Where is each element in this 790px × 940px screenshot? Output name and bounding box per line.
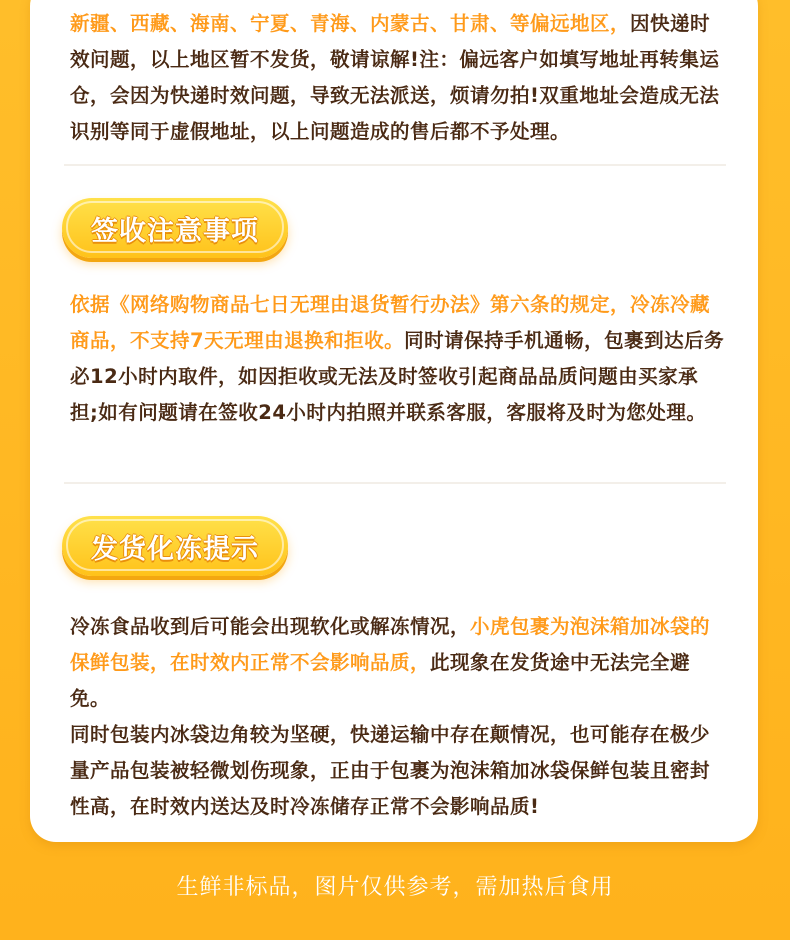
divider	[64, 164, 726, 166]
thaw-body-1: 冷冻食品收到后可能会出现软化或解冻情况，	[70, 615, 471, 638]
thaw-body-3: 同时包装内冰袋边角较为坚硬，快递运输中存在颠情况，也可能存在极少量产品包装被轻微划伤现象，正由于包裹为泡沫箱加冰袋保鲜包装且密封性高，在时效内送达及时冷冻储存正常不会影响品质!	[70, 723, 711, 818]
section-title-badge-thaw	[62, 516, 288, 576]
region-body: 因快递时效问题，以上地区暂不发货，敬请谅解!注：偏远客户如填写地址再转集运仓，会因为快递时效问题，导致无法派送，烦请勿拍!双重地址会造成无法识别等同于虚假地址，以上问题造成的售后都不予处理。	[70, 12, 720, 143]
thaw-body-2: 此现象在发货途中无法完全避免。	[70, 651, 691, 710]
thaw-notice	[70, 609, 725, 825]
section-title: 签收注意事项	[91, 215, 259, 247]
section-title-badge-receipt	[62, 198, 288, 258]
receipt-notice	[70, 287, 725, 431]
receipt-highlight: 依据《网络购物商品七日无理由退货暂行办法》第六条的规定，冷冻冷藏商品，不支持7天无理由退换和拒收。	[70, 293, 711, 352]
receipt-body: 同时请保持手机通畅，包裹到达后务必12小时内取件，如因拒收或无法及时签收引起商品品质问题由买家承担;如有问题请在签收24小时内拍照并联系客服，客服将及时为您处理。	[70, 329, 725, 424]
section-title: 发货化冻提示	[91, 533, 259, 565]
region-highlight: 新疆、西藏、海南、宁夏、青海、内蒙古、甘肃、等偏远地区，	[70, 12, 631, 35]
divider	[64, 482, 726, 484]
footer-disclaimer: 生鲜非标品，图片仅供参考，需加热后食用	[176, 875, 614, 900]
thaw-highlight: 小虎包裹为泡沫箱加冰袋的保鲜包装，在时效内正常不会影响品质，	[70, 615, 711, 674]
shipping-region-notice	[70, 6, 725, 150]
